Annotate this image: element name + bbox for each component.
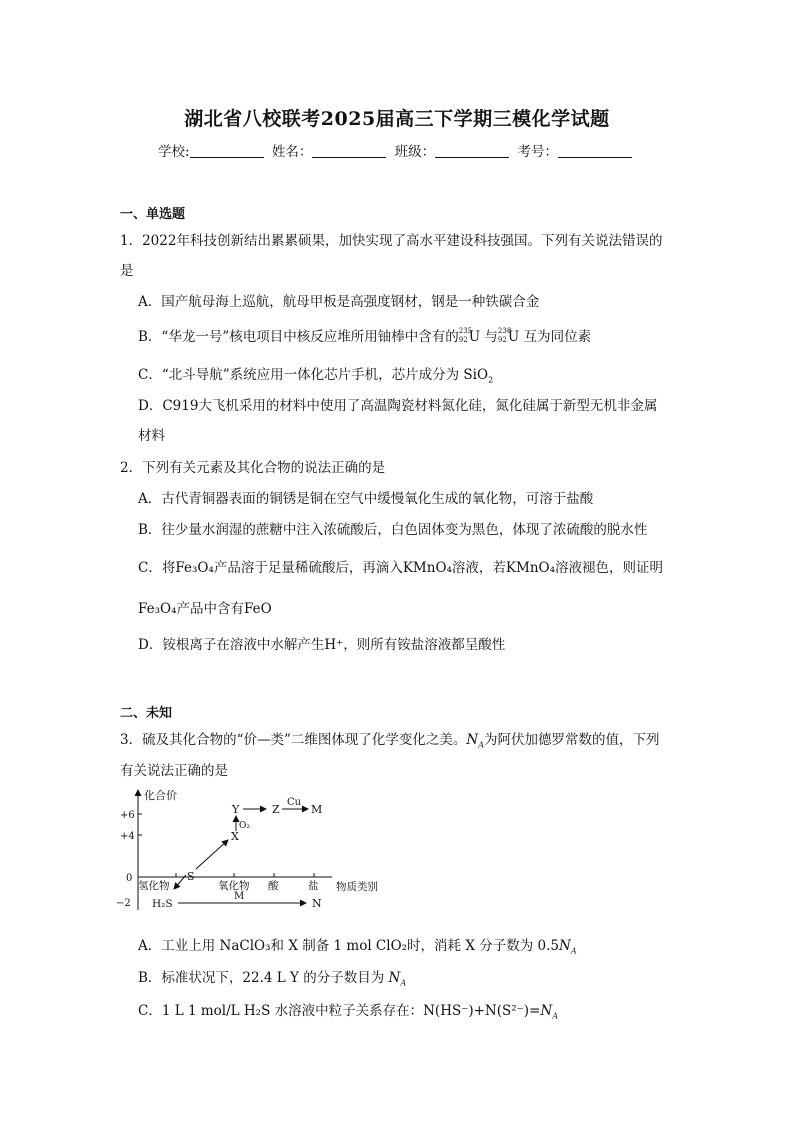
node-s: S (187, 870, 195, 883)
class-label: 班级： (394, 144, 436, 160)
isotope-u238: 238 92 (497, 327, 512, 344)
q1-option-c: C．“北斗导航”系统应用一体化芯片手机，芯片成分为 SiO$_2$ (138, 367, 494, 385)
school-field[interactable] (190, 143, 264, 158)
x-cat-acid: 酸 (268, 880, 279, 892)
q3-stem-line1: 3．硫及其化合物的“价—类”二维图体现了化学变化之美。$N_A$为阿伏加德罗常数的值，下列 (120, 732, 660, 750)
q1-option-d-line2: 材料 (138, 428, 165, 444)
school-label: 学校: (158, 144, 190, 160)
q1-option-d-line1: D．C919大飞机采用的材料中使用了高温陶瓷材料氮化硅，氮化硅属于新型无机非金属 (138, 398, 658, 414)
node-m-bottom: M (234, 891, 245, 902)
q1-option-a: A．国产航母海上巡航，航母甲板是高强度钢材，钢是一种铁碳合金 (138, 294, 540, 310)
q1-stem-line2: 是 (120, 263, 134, 279)
y-tick-plus6: +6 (120, 810, 135, 821)
q2-option-b: B．往少量水润湿的蔗糖中注入浓硫酸后，白色固体变为黑色，体现了浓硫酸的脱水性 (138, 522, 648, 538)
q2-option-c-line1: C．将Fe₃O₄产品溶于足量稀硫酸后，再滴入KMnO₄溶液，若KMnO₄溶液褪色，则证明 (138, 560, 664, 576)
q2-option-a: A．古代青铜器表面的铜锈是铜在空气中缓慢氧化生成的氧化物，可溶于盐酸 (138, 491, 594, 507)
x-axis-label: 物质类别 (336, 881, 378, 893)
q1-option-b: B．“华龙一号”核电项目中核反应堆所用铀棒中含有的 235 92 U 与 238 92 U 互为同位素 (138, 327, 592, 345)
q2-option-d: D．铵根离子在溶液中水解产生H⁺，则所有铵盐溶液都呈酸性 (138, 637, 506, 653)
y-axis-label: 化合价 (144, 789, 177, 802)
sulfur-valence-class-diagram (110, 782, 410, 917)
y-tick-plus4: +4 (120, 831, 135, 842)
q1-stem-line1: 1．2022年科技创新结出累累硕果，加快实现了高水平建设科技强国。下列有关说法错误的 (120, 233, 663, 249)
section-heading-unknown: 二、未知 (120, 706, 173, 721)
node-n: N (312, 897, 322, 910)
isotope-u235: 235 92 (458, 327, 473, 344)
student-info-line (0, 140, 794, 160)
reagent-o2: O₂ (239, 821, 250, 831)
q3-option-c: C．1 L 1 mol/L H₂S 水溶液中粒子关系存在：$N(HS^-)+N(S^{2-})=N_A$ (138, 1003, 558, 1021)
node-z: Z (272, 803, 280, 816)
node-h2s: H₂S (152, 898, 173, 910)
name-field[interactable] (312, 143, 386, 158)
name-label: 姓名： (271, 144, 313, 160)
reagent-cu: Cu (287, 797, 302, 808)
q3-option-b: B．标准状况下，22.4 L Y 的分子数目为 $N_A$ (138, 970, 407, 988)
class-field[interactable] (435, 143, 509, 158)
q2-stem: 2．下列有关元素及其化合物的说法正确的是 (120, 460, 386, 476)
node-y: Y (232, 803, 240, 816)
q2-option-c-line2: Fe₃O₄产品中含有FeO (138, 601, 272, 617)
y-tick-0: 0 (126, 873, 133, 884)
avogadro-symbol: $N_A$ (466, 732, 484, 750)
q1-option-b-pre: B．“华龙一号”核电项目中核反应堆所用铀棒中含有的 (138, 329, 459, 345)
exam-no-label: 考号： (517, 144, 558, 160)
page-title: 湖北省八校联考2025届高三下学期三模化学试题 (184, 108, 610, 130)
node-m-top: M (311, 803, 323, 816)
section-heading-single-choice: 一、单选题 (120, 207, 186, 222)
x-cat-oxide: 氧化物 (218, 880, 250, 892)
exam-no-field[interactable] (558, 143, 632, 158)
q3-option-a: A．工业上用 NaClO₃和 X 制备 1 mol ClO₂时，消耗 X 分子数为 $0.5N_A$ (138, 938, 577, 956)
y-tick-minus2: −2 (116, 898, 131, 909)
x-cat-salt: 盐 (308, 880, 319, 892)
q3-stem-line2: 有关说法正确的是 (120, 763, 228, 779)
x-cat-hydride: 氢化物 (138, 880, 170, 892)
node-x: X (231, 830, 239, 843)
